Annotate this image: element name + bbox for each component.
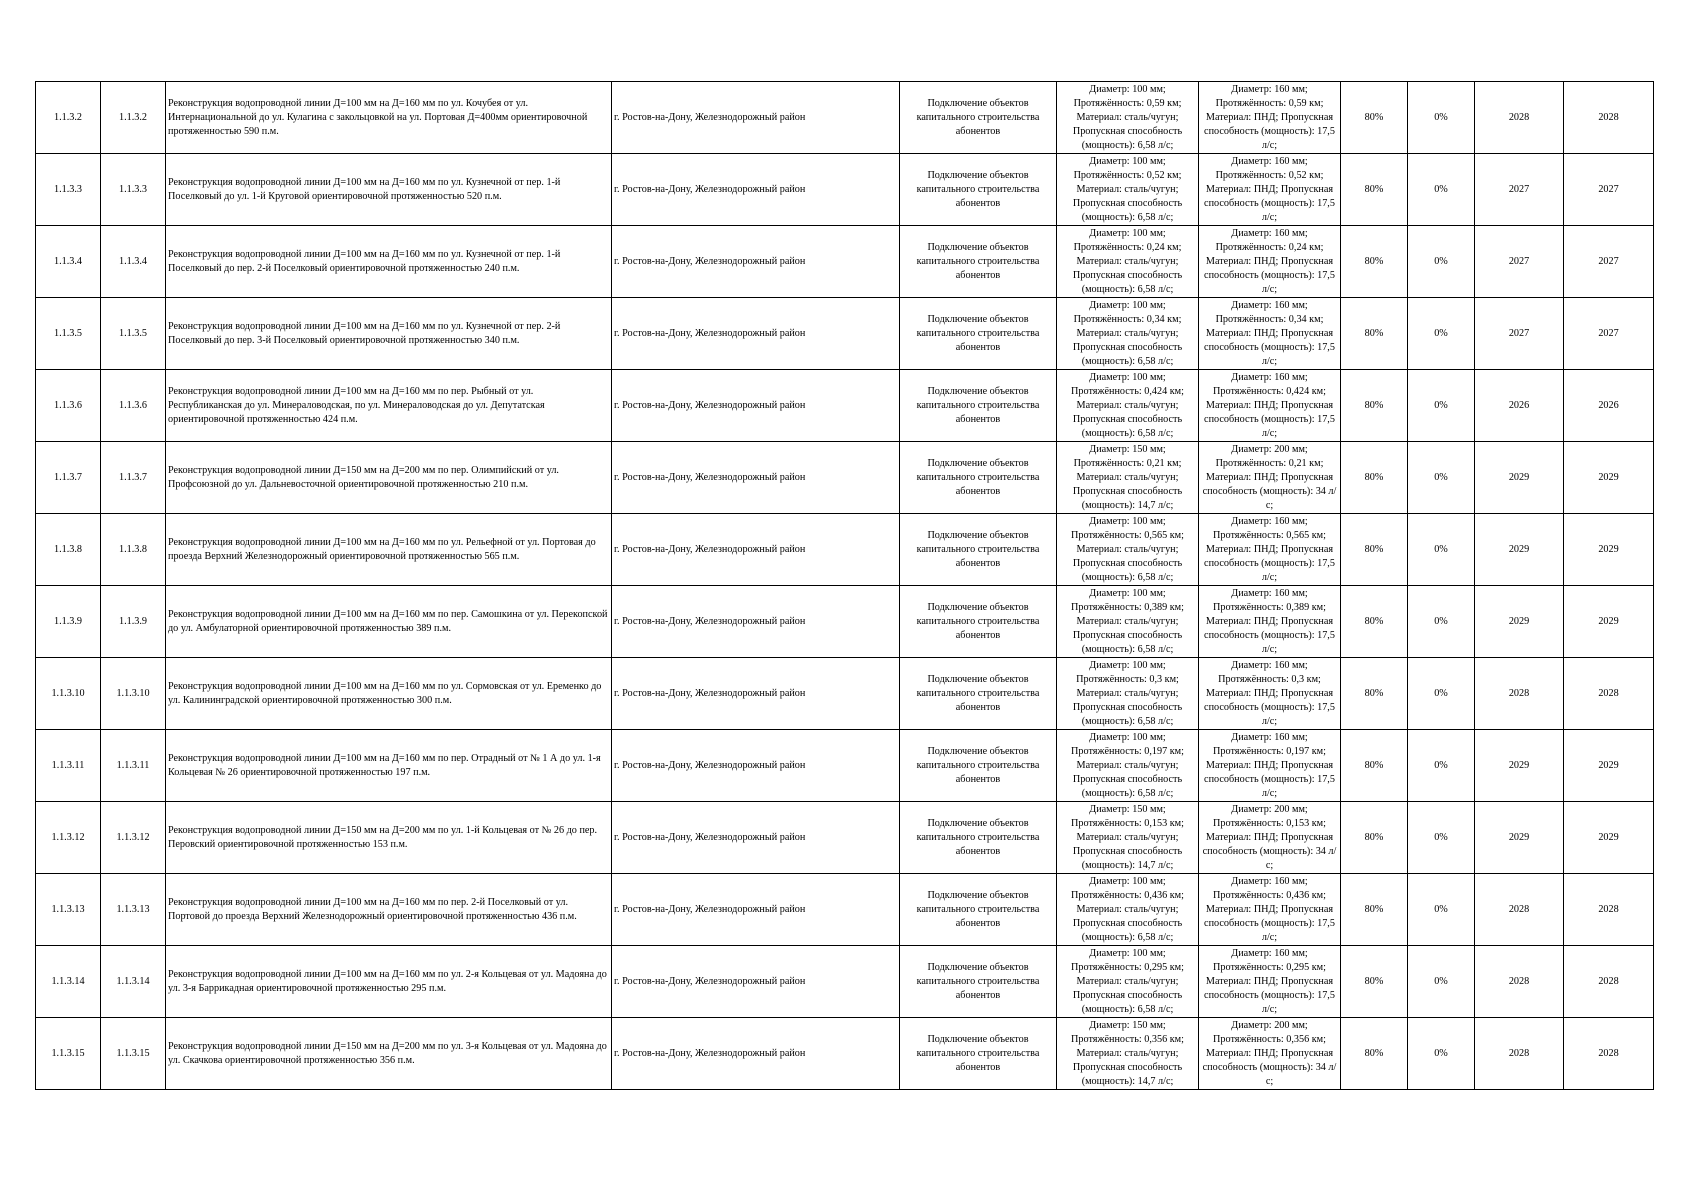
item-number-cell: 1.1.3.14 [36, 946, 101, 1018]
percent-a-cell: 80% [1341, 514, 1408, 586]
table-row [36, 370, 1654, 442]
investment-program-table [35, 81, 1654, 1090]
item-code-cell: 1.1.3.11 [101, 730, 166, 802]
parameters-before-cell: Диаметр: 100 мм; Протяжённость: 0,424 км; Материал: сталь/чугун; Пропускная способность (мощность): 6,58 л/с; [1057, 370, 1199, 442]
parameters-after-cell: Диаметр: 160 мм; Протяжённость: 0,295 км; Материал: ПНД; Пропускная способность (мощность): 17,5 л/с; [1199, 946, 1341, 1018]
item-code-cell: 1.1.3.2 [101, 82, 166, 154]
parameters-before-cell: Диаметр: 150 мм; Протяжённость: 0,356 км; Материал: сталь/чугун; Пропускная способность (мощность): 14,7 л/с; [1057, 1018, 1199, 1090]
purpose-cell: Подключение объектов капитального строительства абонентов [900, 874, 1057, 946]
location-cell: г. Ростов-на-Дону, Железнодорожный район [612, 442, 900, 514]
item-number-cell: 1.1.3.3 [36, 154, 101, 226]
percent-a-cell: 80% [1341, 946, 1408, 1018]
item-number-cell: 1.1.3.13 [36, 874, 101, 946]
purpose-cell: Подключение объектов капитального строительства абонентов [900, 586, 1057, 658]
location-cell: г. Ростов-на-Дону, Железнодорожный район [612, 658, 900, 730]
percent-b-cell: 0% [1408, 154, 1475, 226]
end-year-cell: 2029 [1564, 586, 1654, 658]
parameters-after-cell: Диаметр: 160 мм; Протяжённость: 0,424 км; Материал: ПНД; Пропускная способность (мощность): 17,5 л/с; [1199, 370, 1341, 442]
location-cell: г. Ростов-на-Дону, Железнодорожный район [612, 370, 900, 442]
project-description-cell: Реконструкция водопроводной линии Д=100 мм на Д=160 мм по пер. Отрадный от № 1 А до ул. 1-я Кольцевая № 26 ориентировочной протяженностью 197 п.м. [166, 730, 612, 802]
project-description-cell: Реконструкция водопроводной линии Д=100 мм на Д=160 мм по пер. Самошкина от ул. Перекопской до ул. Амбулаторной ориентировочной протяженностью 389 п.м. [166, 586, 612, 658]
project-description-cell: Реконструкция водопроводной линии Д=100 мм на Д=160 мм по ул. Кузнечной от пер. 1-й Поселковый до пер. 2-й Поселковый ориентировочной протяженностью 240 п.м. [166, 226, 612, 298]
percent-a-cell: 80% [1341, 298, 1408, 370]
start-year-cell: 2029 [1475, 730, 1564, 802]
percent-a-cell: 80% [1341, 730, 1408, 802]
end-year-cell: 2028 [1564, 874, 1654, 946]
project-description-cell: Реконструкция водопроводной линии Д=100 мм на Д=160 мм по ул. Рельефной от ул. Портовая до проезда Верхний Железнодорожный ориентировочной протяженностью 565 п.м. [166, 514, 612, 586]
percent-b-cell: 0% [1408, 658, 1475, 730]
project-description-cell: Реконструкция водопроводной линии Д=100 мм на Д=160 мм по ул. Кочубея от ул. Интернациональной до ул. Кулагина с закольцовкой на ул. Портовая Д=400мм ориентировочной протяженностью 590 п.м. [166, 82, 612, 154]
table-row [36, 730, 1654, 802]
item-code-cell: 1.1.3.12 [101, 802, 166, 874]
item-number-cell: 1.1.3.12 [36, 802, 101, 874]
start-year-cell: 2027 [1475, 298, 1564, 370]
item-number-cell: 1.1.3.5 [36, 298, 101, 370]
project-description-cell: Реконструкция водопроводной линии Д=100 мм на Д=160 мм по ул. Сормовская от ул. Еременко до ул. Калининградской ориентировочной протяженностью 300 п.м. [166, 658, 612, 730]
start-year-cell: 2029 [1475, 586, 1564, 658]
parameters-before-cell: Диаметр: 100 мм; Протяжённость: 0,565 км; Материал: сталь/чугун; Пропускная способность (мощность): 6,58 л/с; [1057, 514, 1199, 586]
parameters-after-cell: Диаметр: 160 мм; Протяжённость: 0,24 км; Материал: ПНД; Пропускная способность (мощность): 17,5 л/с; [1199, 226, 1341, 298]
purpose-cell: Подключение объектов капитального строительства абонентов [900, 298, 1057, 370]
percent-b-cell: 0% [1408, 1018, 1475, 1090]
location-cell: г. Ростов-на-Дону, Железнодорожный район [612, 514, 900, 586]
start-year-cell: 2028 [1475, 658, 1564, 730]
location-cell: г. Ростов-на-Дону, Железнодорожный район [612, 298, 900, 370]
table-row [36, 226, 1654, 298]
table-row [36, 514, 1654, 586]
percent-b-cell: 0% [1408, 730, 1475, 802]
parameters-before-cell: Диаметр: 100 мм; Протяжённость: 0,52 км; Материал: сталь/чугун; Пропускная способность (мощность): 6,58 л/с; [1057, 154, 1199, 226]
purpose-cell: Подключение объектов капитального строительства абонентов [900, 442, 1057, 514]
percent-b-cell: 0% [1408, 802, 1475, 874]
percent-a-cell: 80% [1341, 442, 1408, 514]
purpose-cell: Подключение объектов капитального строительства абонентов [900, 658, 1057, 730]
purpose-cell: Подключение объектов капитального строительства абонентов [900, 730, 1057, 802]
location-cell: г. Ростов-на-Дону, Железнодорожный район [612, 946, 900, 1018]
end-year-cell: 2028 [1564, 946, 1654, 1018]
percent-b-cell: 0% [1408, 946, 1475, 1018]
end-year-cell: 2026 [1564, 370, 1654, 442]
percent-a-cell: 80% [1341, 1018, 1408, 1090]
parameters-before-cell: Диаметр: 100 мм; Протяжённость: 0,295 км; Материал: сталь/чугун; Пропускная способность (мощность): 6,58 л/с; [1057, 946, 1199, 1018]
table-row [36, 442, 1654, 514]
purpose-cell: Подключение объектов капитального строительства абонентов [900, 1018, 1057, 1090]
parameters-after-cell: Диаметр: 160 мм; Протяжённость: 0,436 км; Материал: ПНД; Пропускная способность (мощность): 17,5 л/с; [1199, 874, 1341, 946]
item-number-cell: 1.1.3.7 [36, 442, 101, 514]
purpose-cell: Подключение объектов капитального строительства абонентов [900, 802, 1057, 874]
project-description-cell: Реконструкция водопроводной линии Д=150 мм на Д=200 мм по ул. 1-й Кольцевая от № 26 до пер. Перовский ориентировочной протяженностью 153 п.м. [166, 802, 612, 874]
purpose-cell: Подключение объектов капитального строительства абонентов [900, 154, 1057, 226]
end-year-cell: 2027 [1564, 226, 1654, 298]
percent-a-cell: 80% [1341, 82, 1408, 154]
percent-b-cell: 0% [1408, 298, 1475, 370]
item-code-cell: 1.1.3.10 [101, 658, 166, 730]
item-number-cell: 1.1.3.11 [36, 730, 101, 802]
item-number-cell: 1.1.3.4 [36, 226, 101, 298]
item-number-cell: 1.1.3.10 [36, 658, 101, 730]
percent-a-cell: 80% [1341, 586, 1408, 658]
percent-a-cell: 80% [1341, 154, 1408, 226]
percent-a-cell: 80% [1341, 802, 1408, 874]
start-year-cell: 2028 [1475, 1018, 1564, 1090]
parameters-after-cell: Диаметр: 200 мм; Протяжённость: 0,153 км; Материал: ПНД; Пропускная способность (мощность): 34 л/с; [1199, 802, 1341, 874]
table-row [36, 802, 1654, 874]
location-cell: г. Ростов-на-Дону, Железнодорожный район [612, 874, 900, 946]
percent-a-cell: 80% [1341, 874, 1408, 946]
start-year-cell: 2028 [1475, 946, 1564, 1018]
item-number-cell: 1.1.3.2 [36, 82, 101, 154]
start-year-cell: 2029 [1475, 802, 1564, 874]
percent-b-cell: 0% [1408, 874, 1475, 946]
start-year-cell: 2029 [1475, 514, 1564, 586]
percent-b-cell: 0% [1408, 586, 1475, 658]
end-year-cell: 2028 [1564, 1018, 1654, 1090]
item-code-cell: 1.1.3.5 [101, 298, 166, 370]
table-row [36, 82, 1654, 154]
end-year-cell: 2027 [1564, 154, 1654, 226]
parameters-after-cell: Диаметр: 160 мм; Протяжённость: 0,197 км; Материал: ПНД; Пропускная способность (мощность): 17,5 л/с; [1199, 730, 1341, 802]
end-year-cell: 2029 [1564, 514, 1654, 586]
percent-a-cell: 80% [1341, 658, 1408, 730]
parameters-before-cell: Диаметр: 100 мм; Протяжённость: 0,436 км; Материал: сталь/чугун; Пропускная способность (мощность): 6,58 л/с; [1057, 874, 1199, 946]
end-year-cell: 2028 [1564, 658, 1654, 730]
table-row [36, 874, 1654, 946]
parameters-before-cell: Диаметр: 150 мм; Протяжённость: 0,153 км; Материал: сталь/чугун; Пропускная способность (мощность): 14,7 л/с; [1057, 802, 1199, 874]
parameters-after-cell: Диаметр: 160 мм; Протяжённость: 0,52 км; Материал: ПНД; Пропускная способность (мощность): 17,5 л/с; [1199, 154, 1341, 226]
project-description-cell: Реконструкция водопроводной линии Д=100 мм на Д=160 мм по ул. Кузнечной от пер. 2-й Поселковый до пер. 3-й Поселковый ориентировочной протяженностью 340 п.м. [166, 298, 612, 370]
table-row [36, 946, 1654, 1018]
project-description-cell: Реконструкция водопроводной линии Д=100 мм на Д=160 мм по пер. 2-й Поселковый от ул. Портовой до проезда Верхний Железнодорожный ориентировочной протяженностью 436 п.м. [166, 874, 612, 946]
item-code-cell: 1.1.3.7 [101, 442, 166, 514]
parameters-before-cell: Диаметр: 100 мм; Протяжённость: 0,24 км; Материал: сталь/чугун; Пропускная способность (мощность): 6,58 л/с; [1057, 226, 1199, 298]
start-year-cell: 2029 [1475, 442, 1564, 514]
location-cell: г. Ростов-на-Дону, Железнодорожный район [612, 82, 900, 154]
item-code-cell: 1.1.3.4 [101, 226, 166, 298]
percent-b-cell: 0% [1408, 370, 1475, 442]
item-code-cell: 1.1.3.14 [101, 946, 166, 1018]
item-code-cell: 1.1.3.3 [101, 154, 166, 226]
project-description-cell: Реконструкция водопроводной линии Д=100 мм на Д=160 мм по ул. 2-я Кольцевая от ул. Мадояна до ул. 3-я Баррикадная ориентировочной протяженностью 295 п.м. [166, 946, 612, 1018]
item-code-cell: 1.1.3.8 [101, 514, 166, 586]
parameters-before-cell: Диаметр: 100 мм; Протяжённость: 0,3 км; Материал: сталь/чугун; Пропускная способность (мощность): 6,58 л/с; [1057, 658, 1199, 730]
parameters-before-cell: Диаметр: 100 мм; Протяжённость: 0,34 км; Материал: сталь/чугун; Пропускная способность (мощность): 6,58 л/с; [1057, 298, 1199, 370]
parameters-after-cell: Диаметр: 160 мм; Протяжённость: 0,3 км; Материал: ПНД; Пропускная способность (мощность): 17,5 л/с; [1199, 658, 1341, 730]
purpose-cell: Подключение объектов капитального строительства абонентов [900, 82, 1057, 154]
start-year-cell: 2028 [1475, 82, 1564, 154]
parameters-after-cell: Диаметр: 200 мм; Протяжённость: 0,21 км; Материал: ПНД; Пропускная способность (мощность): 34 л/с; [1199, 442, 1341, 514]
percent-b-cell: 0% [1408, 82, 1475, 154]
item-number-cell: 1.1.3.15 [36, 1018, 101, 1090]
table-row [36, 298, 1654, 370]
parameters-after-cell: Диаметр: 160 мм; Протяжённость: 0,565 км; Материал: ПНД; Пропускная способность (мощность): 17,5 л/с; [1199, 514, 1341, 586]
parameters-after-cell: Диаметр: 160 мм; Протяжённость: 0,389 км; Материал: ПНД; Пропускная способность (мощность): 17,5 л/с; [1199, 586, 1341, 658]
percent-a-cell: 80% [1341, 226, 1408, 298]
table-row [36, 154, 1654, 226]
end-year-cell: 2029 [1564, 730, 1654, 802]
location-cell: г. Ростов-на-Дону, Железнодорожный район [612, 226, 900, 298]
project-description-cell: Реконструкция водопроводной линии Д=150 мм на Д=200 мм по ул. 3-я Кольцевая от ул. Мадояна до ул. Скачкова ориентировочной протяженностью 356 п.м. [166, 1018, 612, 1090]
percent-b-cell: 0% [1408, 226, 1475, 298]
item-number-cell: 1.1.3.6 [36, 370, 101, 442]
parameters-before-cell: Диаметр: 100 мм; Протяжённость: 0,197 км; Материал: сталь/чугун; Пропускная способность (мощность): 6,58 л/с; [1057, 730, 1199, 802]
purpose-cell: Подключение объектов капитального строительства абонентов [900, 514, 1057, 586]
location-cell: г. Ростов-на-Дону, Железнодорожный район [612, 802, 900, 874]
item-code-cell: 1.1.3.6 [101, 370, 166, 442]
purpose-cell: Подключение объектов капитального строительства абонентов [900, 946, 1057, 1018]
location-cell: г. Ростов-на-Дону, Железнодорожный район [612, 154, 900, 226]
location-cell: г. Ростов-на-Дону, Железнодорожный район [612, 586, 900, 658]
percent-b-cell: 0% [1408, 442, 1475, 514]
start-year-cell: 2026 [1475, 370, 1564, 442]
start-year-cell: 2027 [1475, 154, 1564, 226]
start-year-cell: 2028 [1475, 874, 1564, 946]
parameters-before-cell: Диаметр: 100 мм; Протяжённость: 0,59 км; Материал: сталь/чугун; Пропускная способность (мощность): 6,58 л/с; [1057, 82, 1199, 154]
start-year-cell: 2027 [1475, 226, 1564, 298]
location-cell: г. Ростов-на-Дону, Железнодорожный район [612, 1018, 900, 1090]
table-row [36, 1018, 1654, 1090]
table-row [36, 658, 1654, 730]
parameters-after-cell: Диаметр: 200 мм; Протяжённость: 0,356 км; Материал: ПНД; Пропускная способность (мощность): 34 л/с; [1199, 1018, 1341, 1090]
item-number-cell: 1.1.3.9 [36, 586, 101, 658]
end-year-cell: 2027 [1564, 298, 1654, 370]
end-year-cell: 2028 [1564, 82, 1654, 154]
end-year-cell: 2029 [1564, 802, 1654, 874]
purpose-cell: Подключение объектов капитального строительства абонентов [900, 226, 1057, 298]
table-body [36, 82, 1654, 1090]
purpose-cell: Подключение объектов капитального строительства абонентов [900, 370, 1057, 442]
parameters-after-cell: Диаметр: 160 мм; Протяжённость: 0,59 км; Материал: ПНД; Пропускная способность (мощность): 17,5 л/с; [1199, 82, 1341, 154]
item-code-cell: 1.1.3.15 [101, 1018, 166, 1090]
item-code-cell: 1.1.3.13 [101, 874, 166, 946]
parameters-before-cell: Диаметр: 100 мм; Протяжённость: 0,389 км; Материал: сталь/чугун; Пропускная способность (мощность): 6,58 л/с; [1057, 586, 1199, 658]
parameters-before-cell: Диаметр: 150 мм; Протяжённость: 0,21 км; Материал: сталь/чугун; Пропускная способность (мощность): 14,7 л/с; [1057, 442, 1199, 514]
percent-a-cell: 80% [1341, 370, 1408, 442]
table-row [36, 586, 1654, 658]
parameters-after-cell: Диаметр: 160 мм; Протяжённость: 0,34 км; Материал: ПНД; Пропускная способность (мощность): 17,5 л/с; [1199, 298, 1341, 370]
location-cell: г. Ростов-на-Дону, Железнодорожный район [612, 730, 900, 802]
project-description-cell: Реконструкция водопроводной линии Д=150 мм на Д=200 мм по пер. Олимпийский от ул. Профсоюзной до ул. Дальневосточной ориентировочной протяженностью 210 п.м. [166, 442, 612, 514]
end-year-cell: 2029 [1564, 442, 1654, 514]
project-description-cell: Реконструкция водопроводной линии Д=100 мм на Д=160 мм по пер. Рыбный от ул. Республиканская до ул. Минераловодская, по ул. Минераловодская до ул. Депутатская ориентировочной протяженностью 424 п.м. [166, 370, 612, 442]
percent-b-cell: 0% [1408, 514, 1475, 586]
project-description-cell: Реконструкция водопроводной линии Д=100 мм на Д=160 мм по ул. Кузнечной от пер. 1-й Поселковый до ул. 1-й Круговой ориентировочной протяженностью 520 п.м. [166, 154, 612, 226]
item-code-cell: 1.1.3.9 [101, 586, 166, 658]
item-number-cell: 1.1.3.8 [36, 514, 101, 586]
